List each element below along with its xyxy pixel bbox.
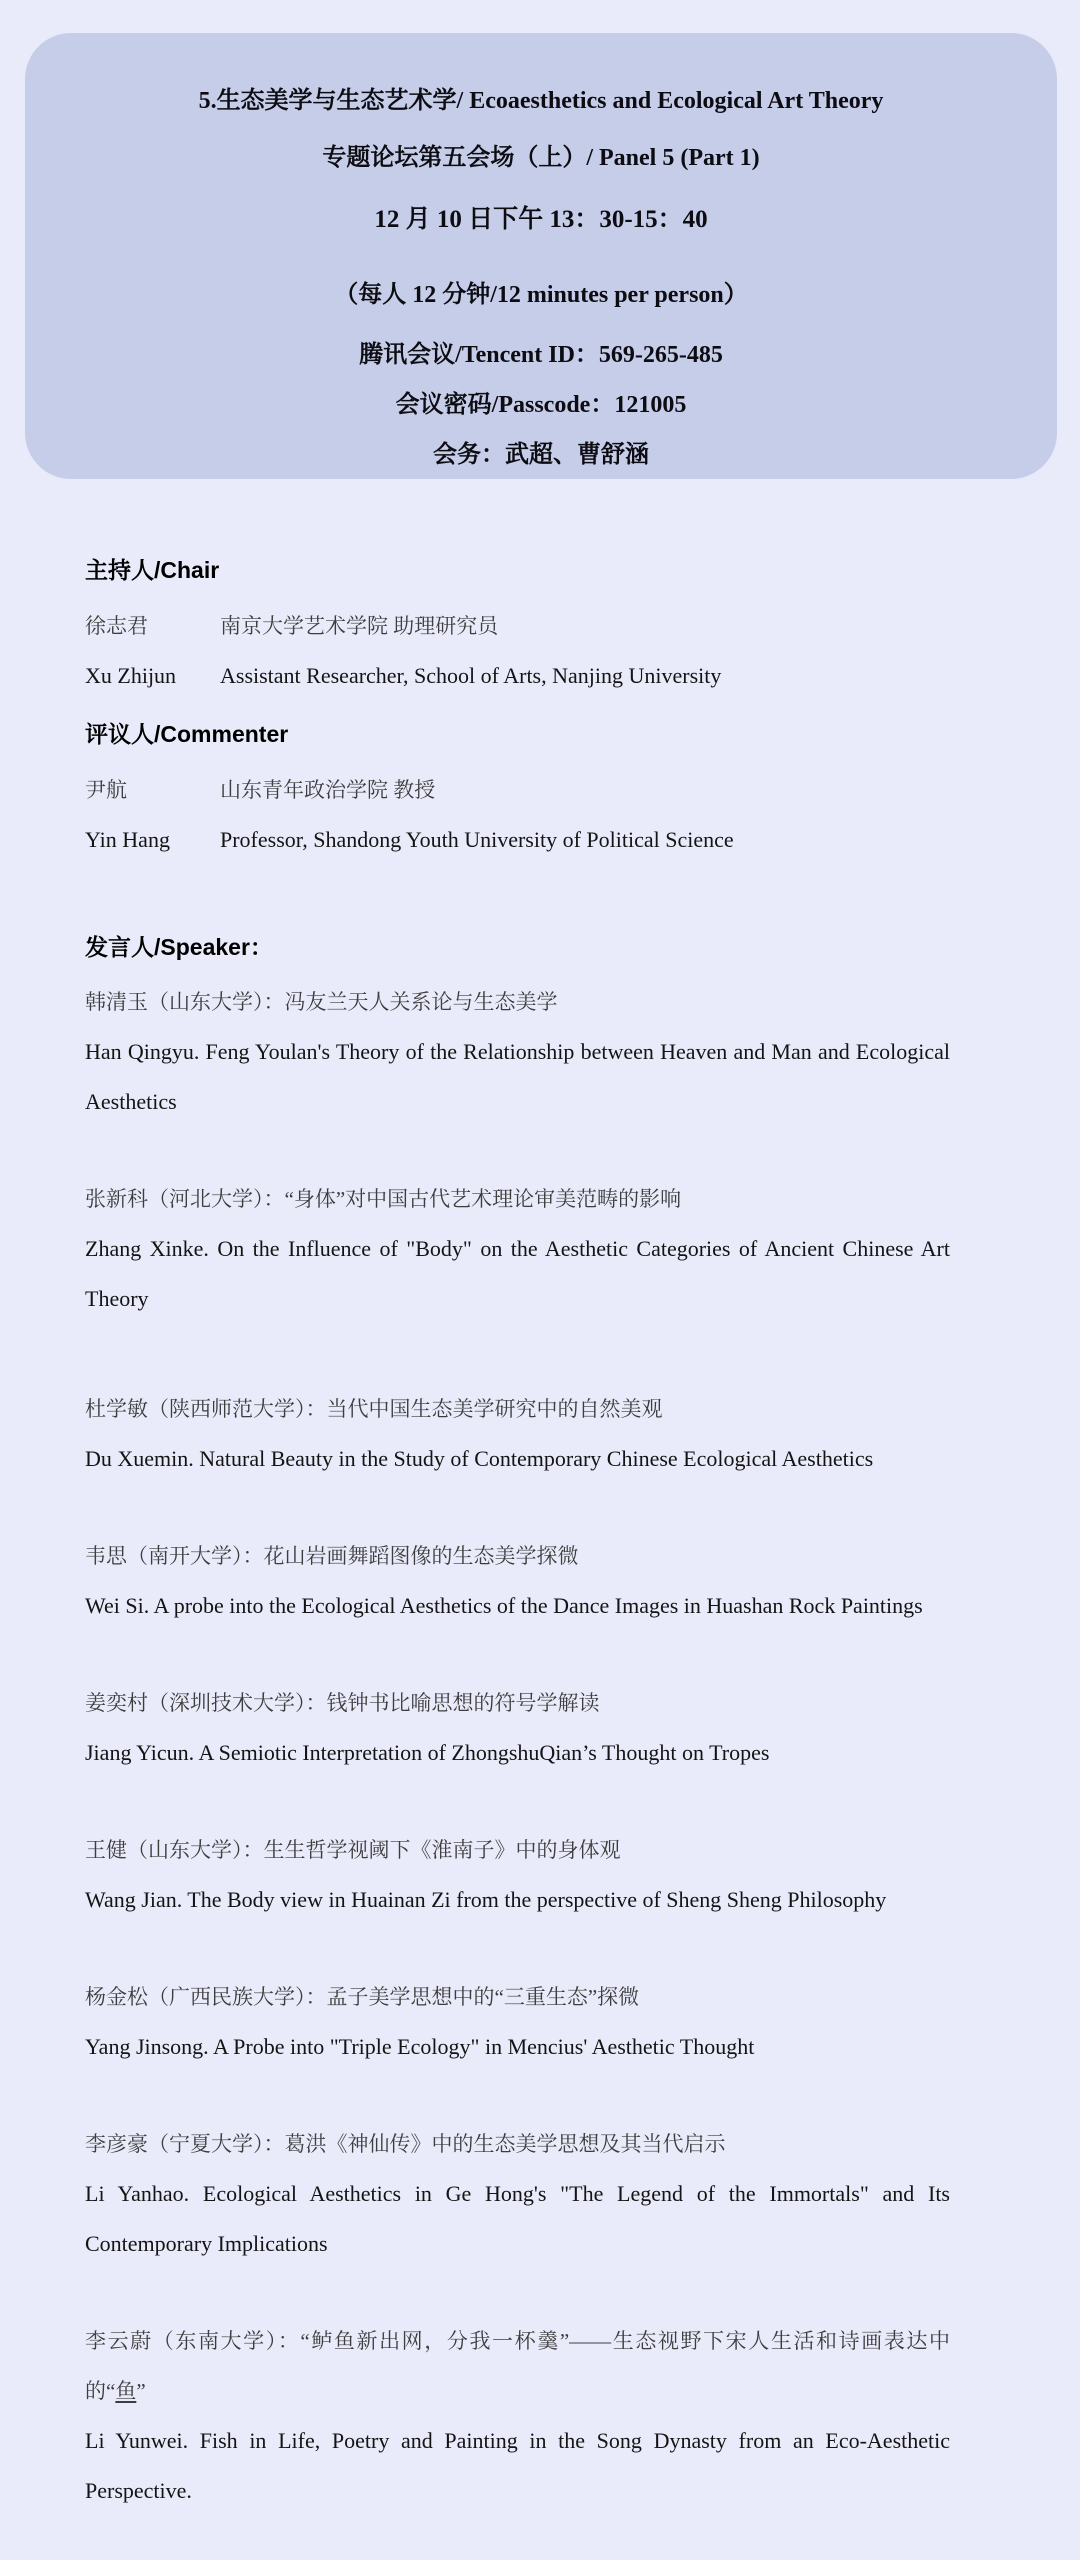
speaker-entry <box>85 1174 950 1324</box>
commenter-affiliation-cn: 山东青年政治学院 教授 <box>220 778 436 802</box>
program-body <box>0 545 1080 2516</box>
panel-duration: （每人 12 分钟/12 minutes per person） <box>334 282 748 308</box>
chair-section-heading: 主持人/Chair <box>85 557 220 583</box>
commenter-name-en: Yin Hang <box>85 827 170 852</box>
page-background <box>0 33 1080 2560</box>
speaker-title-en: Du Xuemin. Natural Beauty in the Study of Contemporary Chinese Ecological Aesthetics <box>85 1446 874 1471</box>
tencent-id-line: 腾讯会议/Tencent ID：569-265-485 <box>359 342 723 368</box>
speaker-title-en: Li Yanhao. Ecological Aesthetics in Ge Hong's "The Legend of the Immortals" and Its Contemporary Implications <box>85 2181 950 2256</box>
chair-section <box>85 545 950 701</box>
panel-session: 专题论坛第五会场（上）/ Panel 5 (Part 1) <box>322 145 760 171</box>
chair-affiliation-cn: 南京大学艺术学院 助理研究员 <box>220 614 499 638</box>
speaker-list <box>85 977 950 2516</box>
chair-row-cn <box>85 601 950 651</box>
speaker-title-cn: 杜学敏（陕西师范大学）：当代中国生态美学研究中的自然美观 <box>85 1397 663 1421</box>
chair-row-en <box>85 651 950 701</box>
commenter-affiliation-en: Professor, Shandong Youth University of Political Science <box>220 827 734 852</box>
speaker-title-en: Li Yunwei. Fish in Life, Poetry and Painting in the Song Dynasty from an Eco-Aesthetic Perspective. <box>85 2428 950 2503</box>
speaker-title-en: Wang Jian. The Body view in Huainan Zi from the perspective of Sheng Sheng Philosophy <box>85 1887 887 1912</box>
speaker-title-cn: 张新科（河北大学）：“身体”对中国古代艺术理论审美范畴的影响 <box>85 1187 682 1211</box>
panel-time: 12 月 10 日下午 13：30-15：40 <box>374 206 708 233</box>
speaker-title-en: Jiang Yicun. A Semiotic Interpretation of ZhongshuQian’s Thought on Tropes <box>85 1740 770 1765</box>
panel-info-card <box>25 33 1057 479</box>
panel-title: 5.生态美学与生态艺术学/ Ecoaesthetics and Ecological Art Theory <box>198 88 884 114</box>
speaker-title-en: Wei Si. A probe into the Ecological Aesthetics of the Dance Images in Huashan Rock Paintings <box>85 1593 923 1618</box>
speaker-title-en: Han Qingyu. Feng Youlan's Theory of the Relationship between Heaven and Man and Ecological Aesthetics <box>85 1039 950 1114</box>
staff-line: 会务：武超、曹舒涵 <box>433 442 649 468</box>
speaker-title-cn: 姜奕村（深圳技术大学）：钱钟书比喻思想的符号学解读 <box>85 1691 600 1715</box>
commenter-name-cn: 尹航 <box>85 778 127 802</box>
commenter-row-cn <box>85 765 950 815</box>
chair-name-cn: 徐志君 <box>85 614 148 638</box>
speaker-title-en: Yang Jinsong. A Probe into "Triple Ecology" in Mencius' Aesthetic Thought <box>85 2034 755 2059</box>
underlined-text: 鱼 <box>115 2379 137 2403</box>
speaker-entry <box>85 2119 950 2269</box>
commenter-row-en <box>85 815 950 865</box>
speaker-entry <box>85 2316 950 2516</box>
speaker-title-cn: 杨金松（广西民族大学）：孟子美学思想中的“三重生态”探微 <box>85 1985 640 2009</box>
commenter-section <box>85 709 950 865</box>
chair-name-en: Xu Zhijun <box>85 663 177 688</box>
speaker-title-cn: 李云蔚（东南大学）：“鲈鱼新出网，分我一杯羹”——生态视野下宋人生活和诗画表达中的“鱼” <box>85 2329 950 2403</box>
speaker-entry <box>85 1972 950 2072</box>
speaker-title-cn: 韩清玉（山东大学）：冯友兰天人关系论与生态美学 <box>85 990 558 1014</box>
speaker-title-cn: 王健（山东大学）：生生哲学视阈下《淮南子》中的身体观 <box>85 1838 621 1862</box>
speaker-section <box>85 922 950 2516</box>
commenter-section-heading: 评议人/Commenter <box>85 721 289 747</box>
passcode-line: 会议密码/Passcode：121005 <box>395 392 687 418</box>
speaker-entry <box>85 1678 950 1778</box>
chair-affiliation-en: Assistant Researcher, School of Arts, Nanjing University <box>220 663 722 688</box>
speaker-title-en: Zhang Xinke. On the Influence of "Body" on the Aesthetic Categories of Ancient Chinese Art Theory <box>85 1236 950 1311</box>
speaker-title-cn: 李彦豪（宁夏大学）：葛洪《神仙传》中的生态美学思想及其当代启示 <box>85 2132 726 2156</box>
speaker-entry <box>85 1531 950 1631</box>
speaker-section-heading: 发言人/Speaker： <box>85 934 273 960</box>
speaker-entry <box>85 1825 950 1925</box>
speaker-entry <box>85 1384 950 1484</box>
speaker-title-cn: 韦思（南开大学）：花山岩画舞蹈图像的生态美学探微 <box>85 1544 579 1568</box>
speaker-entry <box>85 977 950 1127</box>
